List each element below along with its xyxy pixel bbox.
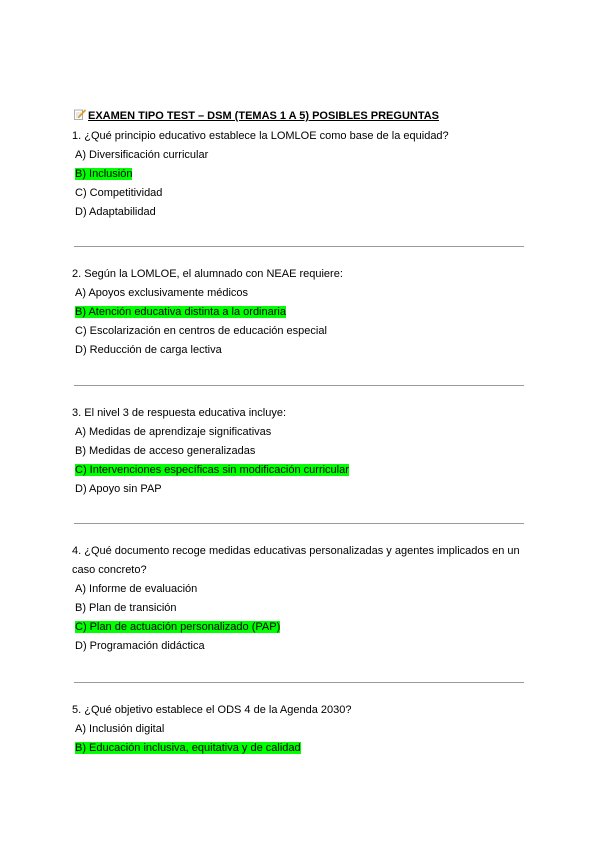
divider	[74, 385, 524, 386]
option-a: A) Informe de evaluación	[75, 583, 198, 595]
option-d: D) Apoyo sin PAP	[75, 483, 162, 495]
option-a: A) Apoyos exclusivamente médicos	[75, 287, 249, 299]
question-text: 1. ¿Qué principio educativo establece la LOMLOE como base de la equidad?	[72, 130, 449, 142]
memo-pencil-icon	[74, 109, 86, 120]
option-d: D) Adaptabilidad	[75, 206, 156, 218]
question-block	[72, 701, 532, 758]
option-a: A) Diversificación curricular	[75, 149, 209, 161]
option-b-correct: B) Educación inclusiva, equitativa y de calidad	[75, 742, 301, 754]
option-c-correct: C) Plan de actuación personalizado (PAP)	[75, 621, 281, 633]
option-a: A) Medidas de aprendizaje significativas	[75, 426, 272, 438]
question-block	[72, 404, 532, 499]
question-text: 5. ¿Qué objetivo establece el ODS 4 de la Agenda 2030?	[72, 704, 352, 716]
exam-title	[74, 109, 439, 122]
option-d: D) Reducción de carga lectiva	[75, 344, 222, 356]
question-text: 3. El nivel 3 de respuesta educativa incluye:	[72, 407, 287, 419]
option-b: B) Plan de transición	[75, 602, 177, 614]
divider	[74, 682, 524, 683]
option-c: C) Competitividad	[75, 187, 163, 199]
option-c-correct: C) Intervenciones específicas sin modificación curricular	[75, 464, 349, 476]
divider	[74, 246, 524, 247]
option-b-correct: B) Inclusión	[75, 168, 133, 180]
question-block	[72, 127, 532, 222]
question-block	[72, 265, 532, 360]
question-text: 4. ¿Qué documento recoge medidas educativas personalizadas y agentes implicados en un caso concreto?	[72, 545, 520, 576]
question-text: 2. Según la LOMLOE, el alumnado con NEAE requiere:	[72, 268, 343, 280]
option-c: C) Escolarización en centros de educación especial	[75, 325, 327, 337]
option-b: B) Medidas de acceso generalizadas	[75, 445, 256, 457]
option-d: D) Programación didáctica	[75, 640, 205, 652]
option-a: A) Inclusión digital	[75, 723, 165, 735]
exam-title-text: EXAMEN TIPO TEST – DSM (TEMAS 1 A 5) POSIBLES PREGUNTAS	[88, 110, 440, 122]
divider	[74, 523, 524, 524]
question-block	[72, 542, 532, 656]
option-b-correct: B) Atención educativa distinta a la ordinaria	[75, 306, 286, 318]
